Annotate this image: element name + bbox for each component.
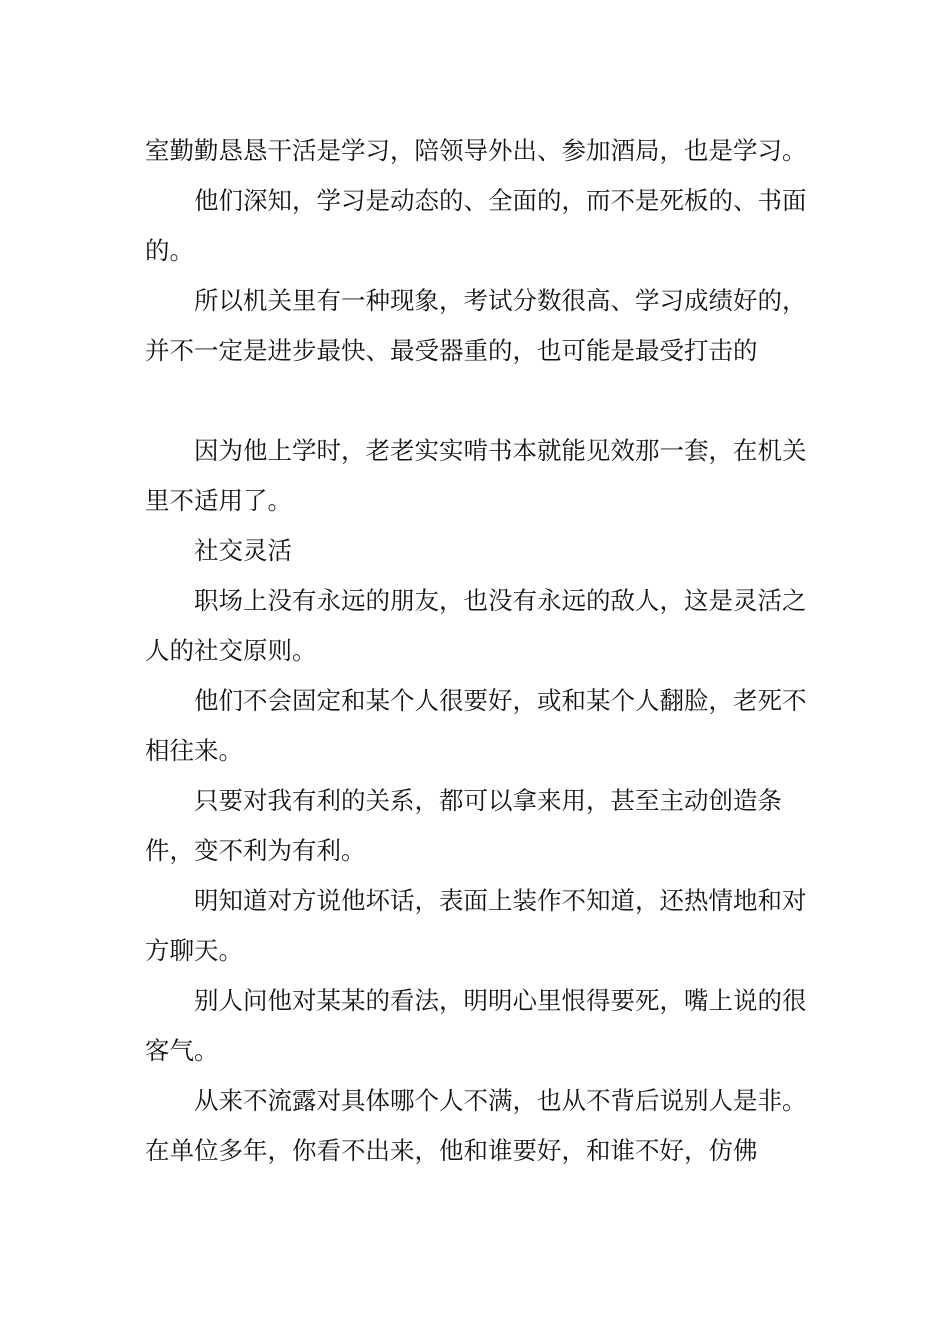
paragraph-8: 明知道对方说他坏话，表面上装作不知道，还热情地和对方聊天。	[145, 886, 807, 965]
paragraph-2: 他们深知，学习是动态的、全面的，而不是死板的、书面的。	[145, 186, 807, 265]
paragraph-3: 所以机关里有一种现象，考试分数很高、学习成绩好的，并不一定是进步最快、最受器重的，也可能是最受打击的	[145, 286, 807, 365]
paragraph-9: 别人问他对某某的看法，明明心里恨得要死，嘴上说的很客气。	[145, 986, 807, 1065]
document-page	[145, 126, 825, 1176]
paragraph-1: 室勤勤恳恳干活是学习，陪领导外出、参加酒局，也是学习。	[145, 136, 807, 165]
paragraph-7: 只要对我有利的关系，都可以拿来用，甚至主动创造条件，变不利为有利。	[145, 786, 782, 865]
paragraph-6: 他们不会固定和某个人很要好，或和某个人翻脸，老死不相往来。	[145, 686, 807, 765]
paragraph-5: 职场上没有永远的朋友，也没有永远的敌人，这是灵活之人的社交原则。	[145, 586, 807, 665]
paragraph-10: 从来不流露对具体哪个人不满，也从不背后说别人是非。在单位多年，你看不出来，他和谁要好，和谁不好，仿佛	[145, 1086, 807, 1165]
blank-line	[145, 376, 825, 426]
section-heading: 社交灵活	[194, 536, 292, 565]
paragraph-4: 因为他上学时，老老实实啃书本就能见效那一套，在机关里不适用了。	[145, 436, 807, 515]
